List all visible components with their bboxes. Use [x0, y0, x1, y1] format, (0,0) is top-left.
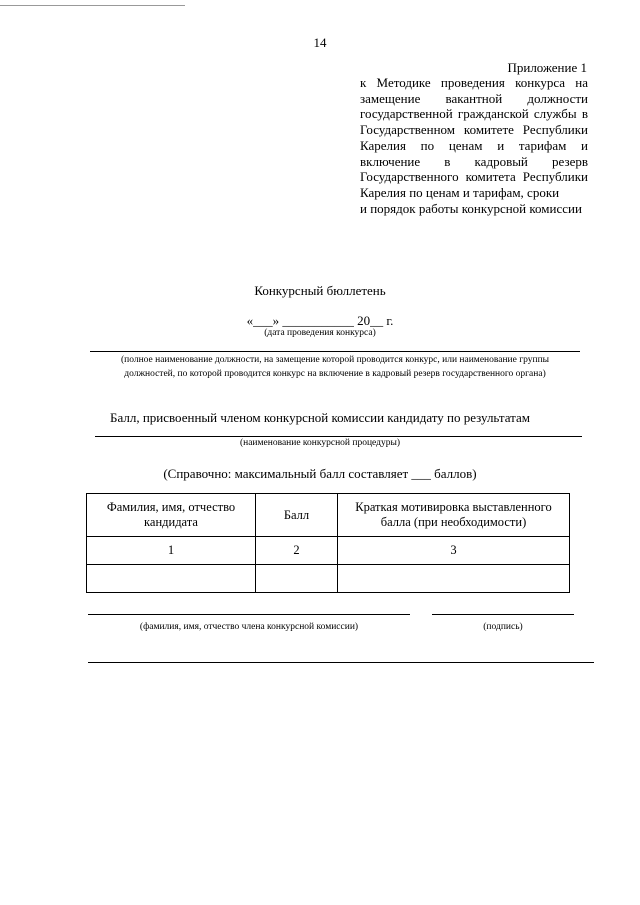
appendix-line: к Методике проведения конкурса на [360, 75, 588, 90]
page-number: 14 [313, 35, 327, 50]
score-table [86, 493, 570, 593]
table-cell[interactable] [256, 565, 338, 593]
table-header-row [87, 494, 570, 537]
table-cell[interactable] [338, 565, 570, 593]
appendix-line: Государственном комитете Республики [360, 122, 588, 138]
appendix-line: и порядок работы конкурсной комиссии [360, 200, 582, 216]
procedure-note: (наименование конкурсной процедуры) [239, 438, 401, 448]
position-note-line-2: должностей, по которой проводится конкурс на включение в кадровый резерв государственного органа) [124, 369, 546, 379]
appendix-line: Карелия по ценам и тарифам и [360, 137, 588, 153]
appendix-line: замещение вакантной должности [360, 90, 588, 106]
position-note [90, 353, 580, 381]
form-title: Конкурсный бюллетень [254, 283, 386, 298]
appendix-label: Приложение 1 [507, 60, 587, 75]
position-line [90, 351, 580, 352]
appendix-line: включение в кадровый резерв [360, 153, 588, 169]
header-candidate: Фамилия, имя, отчество кандидата [87, 494, 256, 537]
position-note-line-1: (полное наименование должности, на замещение которой проводится конкурс, или наименование группы [120, 355, 550, 365]
table-cell: 2 [256, 537, 338, 565]
table-row [87, 537, 570, 565]
top-rule [0, 5, 185, 6]
score-line: Балл, присвоенный членом конкурсной комиссии кандидату по результатам [110, 410, 530, 425]
table-cell[interactable] [87, 565, 256, 593]
table-cell: 1 [87, 537, 256, 565]
signature-line [432, 614, 574, 615]
date-note: (дата проведения конкурса) [264, 328, 376, 338]
appendix-line: Государственного комитета Республики [360, 169, 588, 185]
header-score: Балл [256, 494, 338, 537]
procedure-line [95, 436, 582, 437]
table-row [87, 565, 570, 593]
appendix-line: государственной гражданской службы в [360, 106, 588, 122]
max-score-reference: (Справочно: максимальный балл составляет ___ баллов) [163, 466, 477, 481]
bottom-line [88, 662, 594, 663]
signature-label: (подпись) [483, 622, 523, 632]
member-name-label: (фамилия, имя, отчество члена конкурсной комиссии) [139, 622, 359, 632]
header-motivation: Краткая мотивировка выставленного балла (при необходимости) [338, 494, 570, 537]
table-cell: 3 [338, 537, 570, 565]
date-field: «___» ___________ 20__ г. [246, 313, 394, 328]
appendix-line: Карелия по ценам и тарифам, сроки [360, 184, 560, 200]
member-name-line [88, 614, 410, 615]
appendix-text [360, 75, 588, 216]
